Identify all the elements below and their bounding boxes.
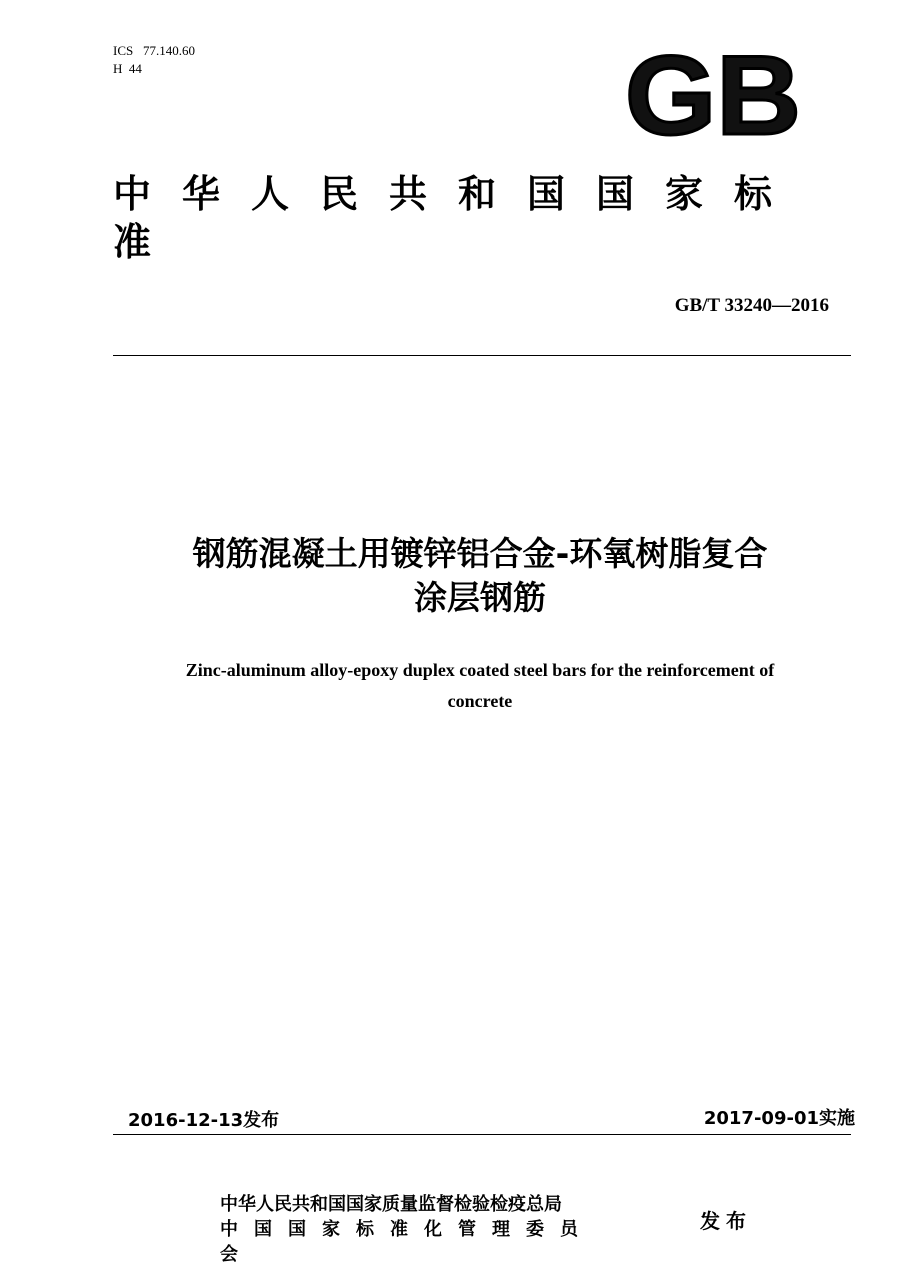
standard-name: 中华人民共和国国家标准	[113, 172, 804, 264]
publisher-block	[220, 1192, 668, 1267]
chinese-title-line-2: 涂层钢筋	[414, 578, 546, 617]
english-title	[110, 655, 850, 717]
gb-logo	[622, 46, 804, 144]
ccs-code: H 44	[113, 61, 142, 76]
publisher-line-3: 会	[220, 1244, 238, 1265]
english-title-line-1: Zinc-aluminum alloy-epoxy duplex coated steel bars for the reinforcement of	[185, 660, 775, 680]
chinese-title-line-1: 钢筋混凝土用镀锌铝合金-环氧树脂复合	[192, 534, 768, 573]
gb-logo-text: GB	[625, 46, 801, 144]
issue-date: 2016-12-13发布	[128, 1110, 280, 1131]
publish-label: 发布	[700, 1209, 752, 1233]
top-divider	[113, 355, 851, 356]
ics-code: ICS 77.140.60	[113, 43, 195, 58]
chinese-title	[100, 532, 860, 620]
classification-block	[113, 42, 195, 78]
implementation-date: 2017-09-01实施	[703, 1108, 855, 1129]
bottom-divider	[113, 1134, 851, 1135]
standard-code: GB/T 33240—2016	[674, 295, 829, 316]
publisher-line-2: 中国国家标准化管理委员	[220, 1219, 594, 1240]
publisher-line-1: 中华人民共和国国家质量监督检验检疫总局	[220, 1194, 562, 1215]
english-title-line-2: concrete	[447, 691, 513, 711]
